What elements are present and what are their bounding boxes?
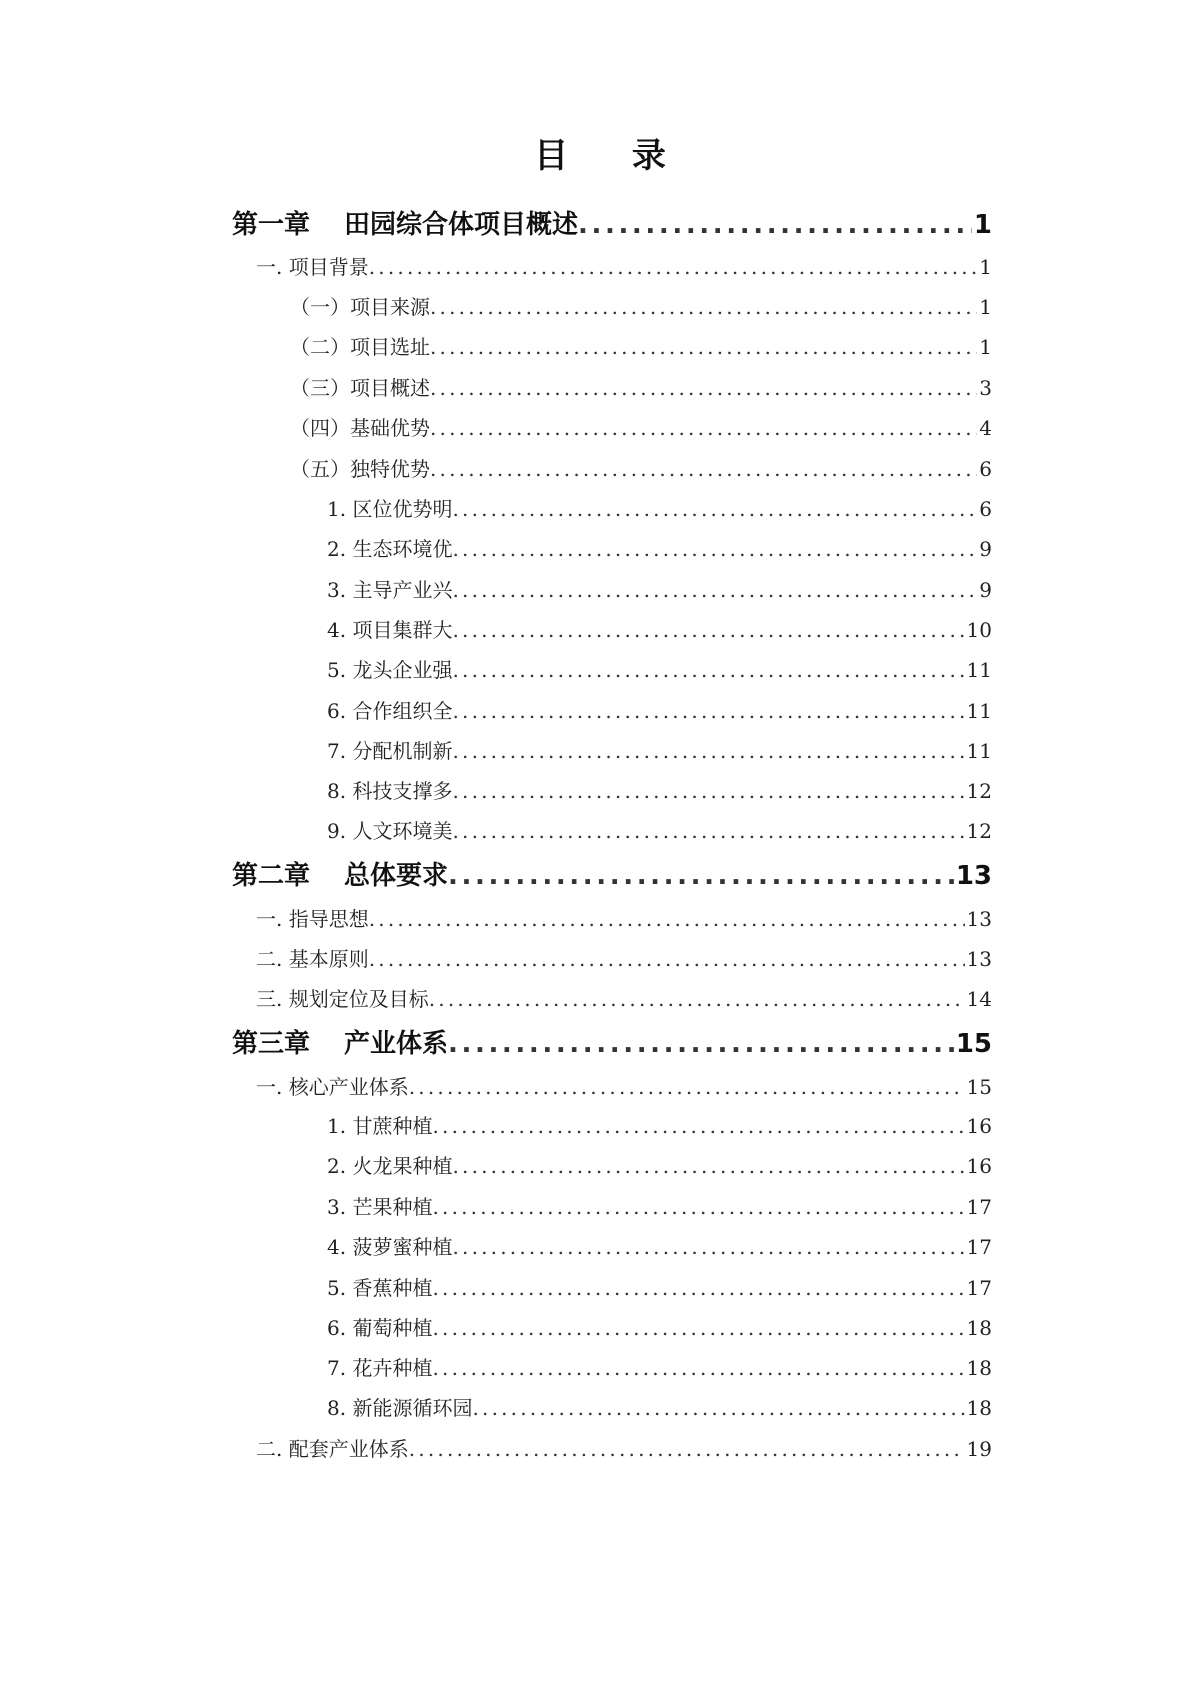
page-title: 目 录 [534,136,692,176]
dot-leader [432,1276,964,1300]
toc-chapter-number: 第一章 [232,210,311,240]
toc-entry-label: 3. 芒果种植 [327,1195,433,1219]
dot-leader [369,947,965,971]
toc-entry-label: 8. 新能源循环园 [327,1396,473,1420]
toc-page-number: 10 [966,618,992,642]
toc-entry-label: （五）独特优势 [290,457,430,481]
toc-entry[interactable] [327,815,992,844]
dot-leader [452,1154,964,1178]
toc-page-number: 17 [966,1276,992,1300]
dot-leader [452,699,964,723]
toc-page-number: 6 [979,497,992,521]
toc-entry[interactable] [327,654,992,683]
toc-entry[interactable] [290,412,992,441]
toc-entry-label: 5. 香蕉种植 [327,1276,433,1300]
toc-entry-label: 2. 生态环境优 [327,537,453,561]
dot-leader [452,537,977,561]
toc-entry[interactable] [256,943,992,972]
toc-entry-label: 6. 合作组织全 [327,699,453,723]
toc-entry-label: 二. 配套产业体系 [256,1437,409,1461]
dot-leader [432,1356,964,1380]
dot-leader [430,416,977,440]
toc-entry[interactable] [327,1272,992,1301]
toc-entry[interactable] [290,372,992,401]
toc-page-number: 17 [966,1195,992,1219]
dot-leader [448,1029,954,1059]
toc-entry[interactable] [290,453,992,482]
toc-entry-label: 2. 火龙果种植 [327,1154,453,1178]
dot-leader [369,255,978,279]
toc-page-number: 16 [966,1114,992,1138]
toc-page-number: 13 [966,947,992,971]
toc-entry-label: 1. 甘蔗种植 [327,1114,433,1138]
toc-page-number: 15 [966,1075,992,1099]
toc-chapter-number: 第二章 [232,861,311,891]
toc-chapter-title: 田园综合体项目概述 [344,210,579,240]
toc-page-number: 6 [979,457,992,481]
toc-entry-label: （三）项目概述 [290,376,430,400]
toc-entry-label: 一. 核心产业体系 [256,1075,409,1099]
toc-entry[interactable] [327,1110,992,1139]
dot-leader [409,1075,965,1099]
toc-entry[interactable] [327,533,992,562]
toc-page-number: 13 [955,861,992,891]
toc-chapter-3[interactable] [232,1023,992,1060]
toc-entry-label: 3. 主导产业兴 [327,578,453,602]
toc-entry-label: 7. 花卉种植 [327,1356,433,1380]
toc-page-number: 18 [966,1356,992,1380]
dot-leader [430,376,977,400]
dot-leader [452,497,977,521]
toc-entry-label: 4. 项目集群大 [327,618,453,642]
dot-leader [452,779,964,803]
toc-page-number: 16 [966,1154,992,1178]
toc-page-number: 11 [966,739,992,763]
toc-entry[interactable] [256,251,992,280]
toc-page-number: 9 [979,578,992,602]
toc-entry[interactable] [256,1433,992,1462]
toc-page-number: 9 [979,537,992,561]
toc-entry[interactable] [327,775,992,804]
toc-entry-label: 8. 科技支撑多 [327,779,453,803]
toc-chapter-1[interactable] [232,204,992,241]
toc-page-number: 1 [973,210,992,240]
toc-entry[interactable] [256,1071,992,1100]
dot-leader [452,739,964,763]
toc-entry[interactable] [327,695,992,724]
toc-entry-label: 6. 葡萄种植 [327,1316,433,1340]
toc-entry-label: 4. 菠萝蜜种植 [327,1235,453,1259]
toc-entry[interactable] [327,574,992,603]
toc-entry-label: 9. 人文环境美 [327,819,453,843]
toc-entry[interactable] [256,983,992,1012]
toc-entry[interactable] [327,1392,992,1421]
toc-entry[interactable] [327,1191,992,1220]
toc-entry-label: 一. 项目背景 [256,255,369,279]
toc-entry-label: 三. 规划定位及目标 [256,987,429,1011]
toc-entry[interactable] [327,493,992,522]
dot-leader [452,1235,964,1259]
toc-page-number: 19 [966,1437,992,1461]
toc-entry[interactable] [327,1312,992,1341]
toc-page-number: 18 [966,1316,992,1340]
toc-entry-label: （二）项目选址 [290,335,430,359]
toc-entry-label: 7. 分配机制新 [327,739,453,763]
toc-entry-label: 1. 区位优势明 [327,497,453,521]
toc-entry-label: 二. 基本原则 [256,947,369,971]
toc-page-number: 14 [966,987,992,1011]
toc-entry-label: （四）基础优势 [290,416,430,440]
dot-leader [452,819,964,843]
dot-leader [409,1437,965,1461]
dot-leader [430,295,977,319]
toc-entry[interactable] [327,1231,992,1260]
toc-page-number: 4 [979,416,992,440]
toc-entry[interactable] [256,903,992,932]
dot-leader [432,1114,964,1138]
toc-entry-label: 一. 指导思想 [256,907,369,931]
toc-page-number: 1 [979,255,992,279]
dot-leader [432,1316,964,1340]
toc-entry[interactable] [290,291,992,320]
toc-entry-label: （一）项目来源 [290,295,430,319]
toc-chapter-number: 第三章 [232,1029,311,1059]
dot-leader [452,618,964,642]
toc-chapter-2[interactable] [232,855,992,892]
dot-leader [472,1396,964,1420]
dot-leader [452,658,964,682]
toc-page-number: 1 [979,295,992,319]
toc-page-number: 12 [966,779,992,803]
dot-leader [452,578,977,602]
toc-chapter-title: 产业体系 [344,1029,449,1059]
toc-page-number: 3 [979,376,992,400]
toc-entry[interactable] [327,735,992,764]
toc-page-number: 13 [966,907,992,931]
toc-entry[interactable] [327,614,992,643]
dot-leader [432,1195,964,1219]
toc-page-number: 11 [966,658,992,682]
toc-entry[interactable] [327,1150,992,1179]
toc-page-number: 11 [966,699,992,723]
toc-page-number: 17 [966,1235,992,1259]
dot-leader [578,210,972,240]
toc-page-number: 1 [979,335,992,359]
toc-entry-label: 5. 龙头企业强 [327,658,453,682]
toc-chapter-title: 总体要求 [344,861,449,891]
toc-page-number: 12 [966,819,992,843]
dot-leader [448,861,954,891]
dot-leader [429,987,965,1011]
toc-entry[interactable] [327,1352,992,1381]
dot-leader [430,457,977,481]
toc-page-number: 18 [966,1396,992,1420]
dot-leader [430,335,977,359]
toc-entry[interactable] [290,331,992,360]
toc-page-number: 15 [955,1029,992,1059]
dot-leader [369,907,965,931]
